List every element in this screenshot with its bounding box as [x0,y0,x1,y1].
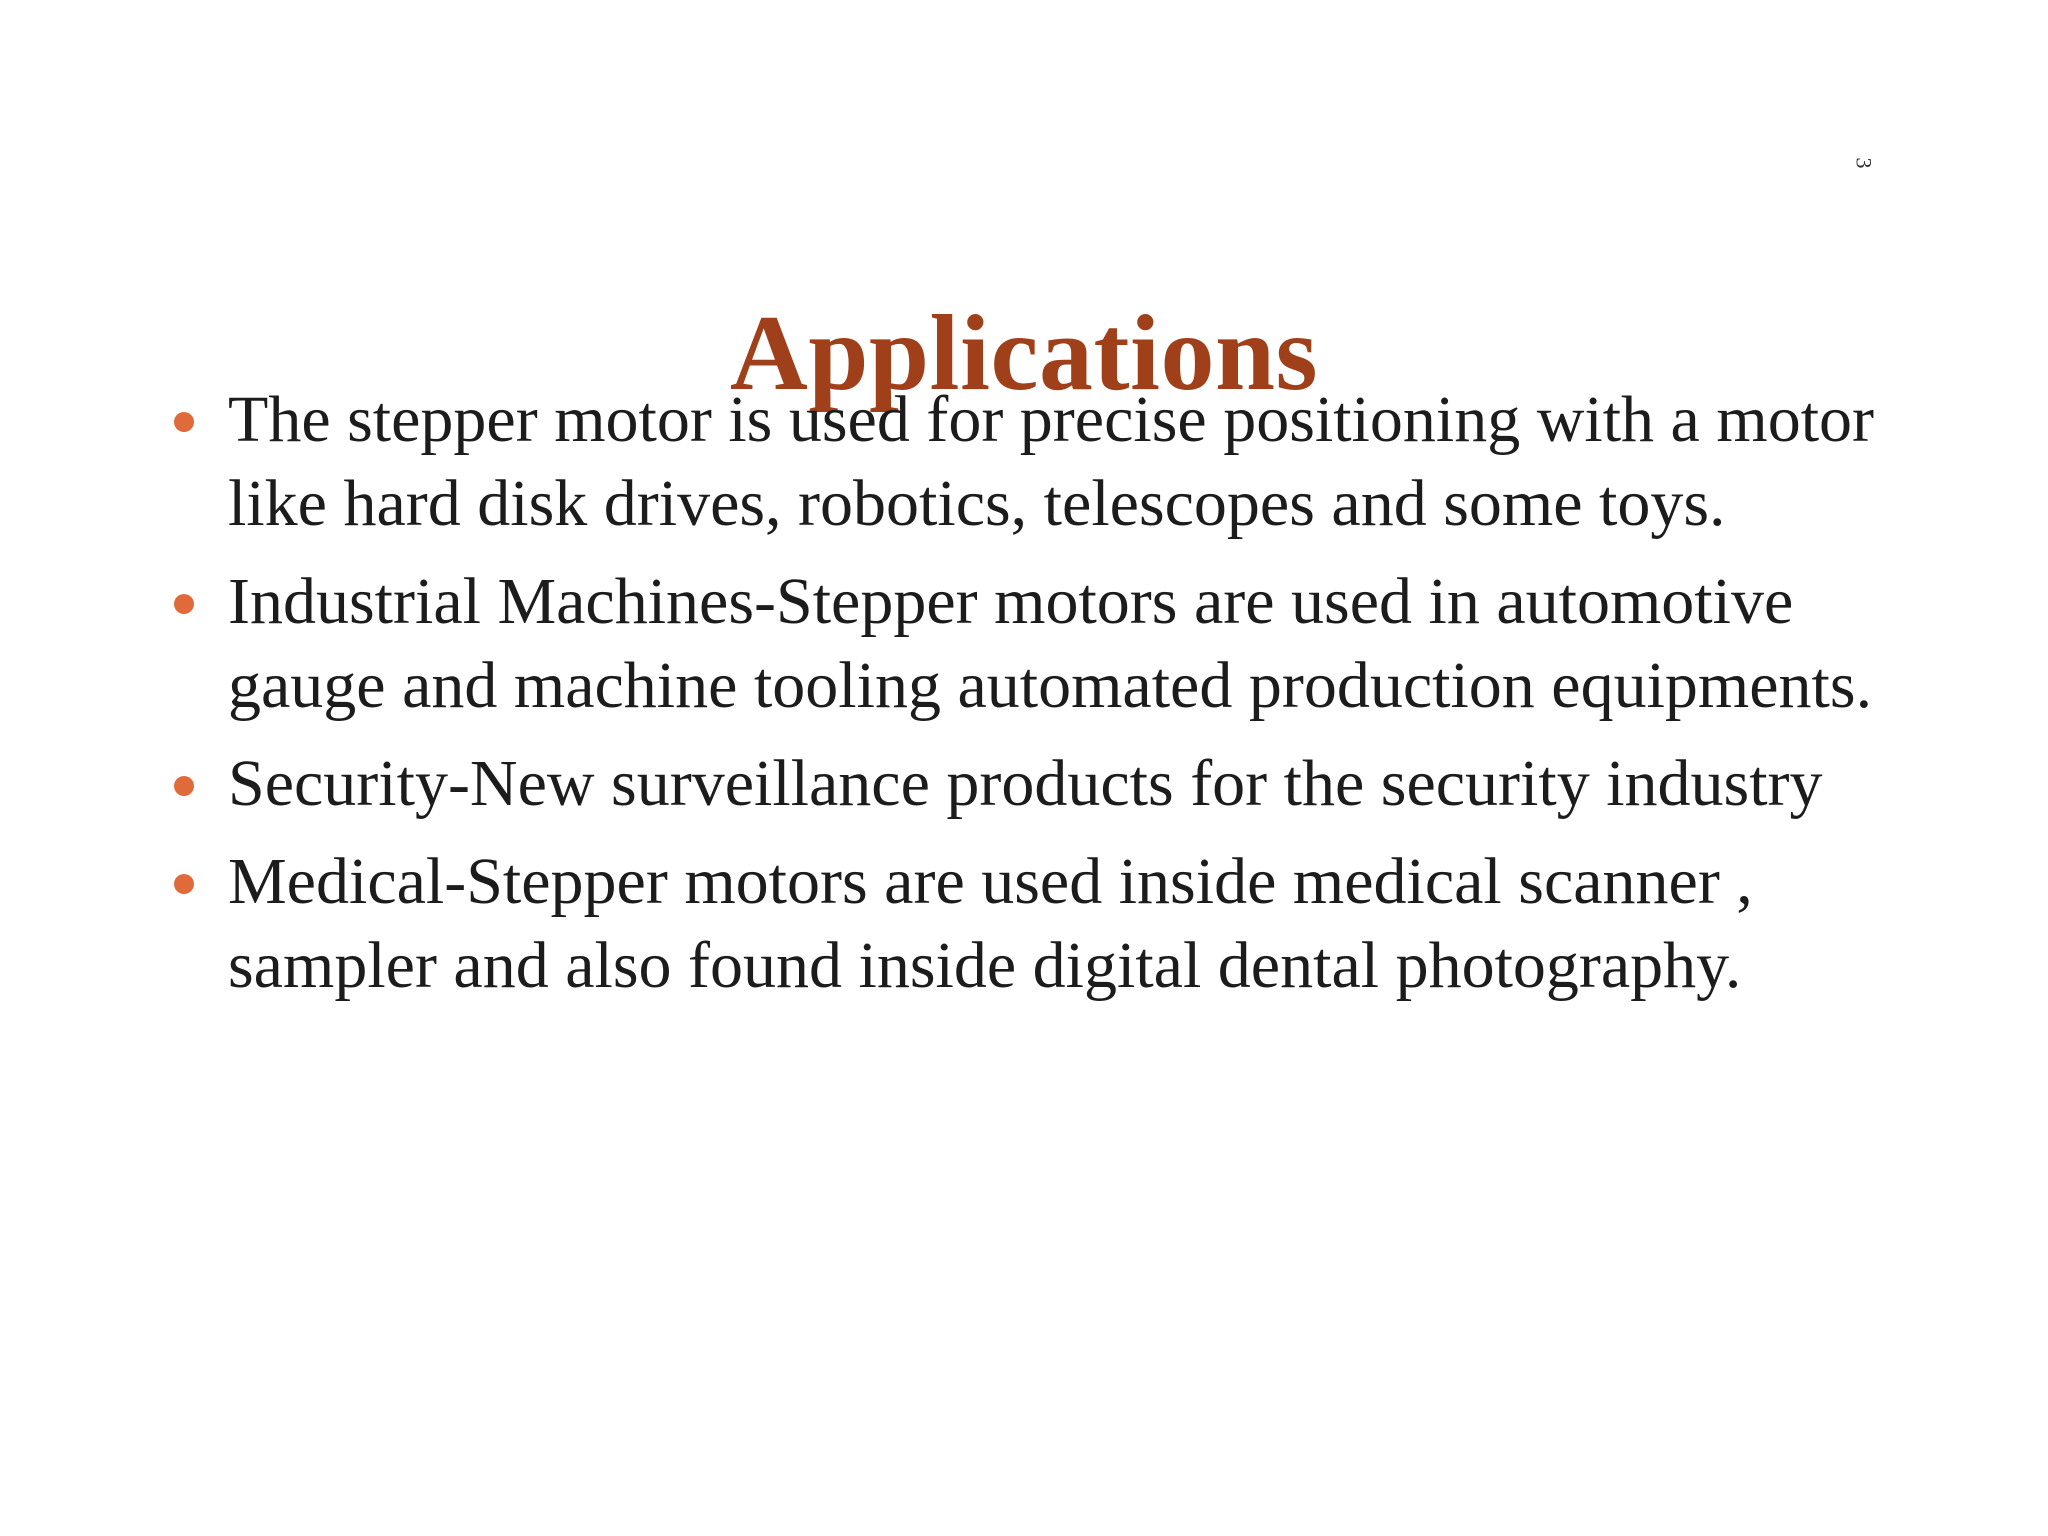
page-number: 3 [1851,157,1877,169]
bullet-text: The stepper motor is used for precise positioning with a motor like hard disk drives, robotics, telescopes and some toys. [228,383,1875,540]
bullet-text: Medical-Stepper motors are used inside medical scanner , sampler and also found inside digital dental photography. [228,845,1753,1002]
bullet-dot-icon [174,776,194,796]
bullet-dot-icon [174,594,194,614]
bullet-item [168,378,1908,546]
bullet-list [168,378,1908,1022]
bullet-text: Industrial Machines-Stepper motors are used in automotive gauge and machine tooling automated production equipments. [228,565,1873,722]
bullet-dot-icon [174,412,194,432]
bullet-text: Security-New surveillance products for the security industry [228,747,1823,820]
slide-title: Applications [729,294,1319,414]
bullet-item [168,560,1908,728]
bullet-item [168,742,1908,826]
bullet-dot-icon [174,874,194,894]
bullet-item [168,840,1908,1008]
